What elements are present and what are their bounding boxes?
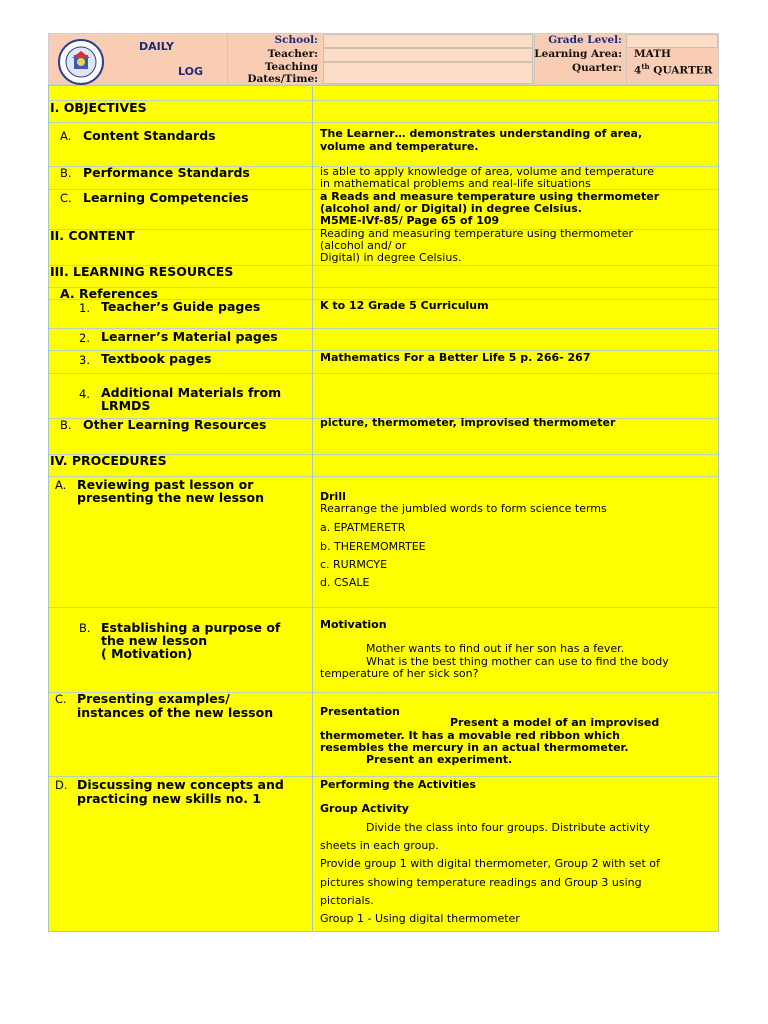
procedure-d-label: Discussing new concepts and <box>77 777 284 792</box>
group-activity-line: pictures showing temperature readings and Group 3 using <box>320 876 642 889</box>
dates-value[interactable] <box>323 62 533 84</box>
log-label: LOG <box>178 65 203 78</box>
content-value: Reading and measuring temperature using thermometer <box>320 227 634 240</box>
group-activity-line: pictorials. <box>320 894 374 907</box>
grade-level-label: Grade Level: <box>548 34 622 46</box>
learning-area-value: MATH <box>634 48 671 60</box>
daily-label: DAILY <box>139 40 174 53</box>
school-label: School: <box>274 34 318 46</box>
drill-instruction: Rearrange the jumbled words to form science terms <box>320 502 607 515</box>
group-activity-line: sheets in each group. <box>320 839 439 852</box>
teaching-label: Teaching <box>264 61 318 73</box>
learning-resources-heading: III. LEARNING RESOURCES <box>50 264 234 279</box>
drill-title: Drill <box>320 490 346 503</box>
performance-standards-label: Performance Standards <box>83 165 250 180</box>
motivation-text: Mother wants to find out if her son has a fever. <box>366 642 625 655</box>
group-activity-title: Group Activity <box>320 802 409 815</box>
content-standards-value: The Learner… demonstrates understanding of area, <box>320 127 643 140</box>
learning-competencies-value: a Reads and measure temperature using thermometer <box>320 190 660 203</box>
objectives-heading: I. OBJECTIVES <box>50 100 147 115</box>
other-resources-label: Other Learning Resources <box>83 417 267 432</box>
activities-title: Performing the Activities <box>320 778 476 791</box>
daily-lesson-log-page: DAILY LOG School: Teacher: Teaching Dates/Time: Grade Level: Learning Area: Quarter: MATH 4th QUARTER I. OBJECTIVES A. Content Standards B. Performance Standards C. Learning Competencies II. CONTENT III. LEARNING RESOURCES A. References 1. Teacher’s Guide pages 2. Learner’s Material pages 3. Textbook pages 4. Additional Materials from LRMDS B. Other Learning Resources IV. PROCEDURES A. Reviewing past lesson or presenting the new lesson B. Establishing a purpose of the new lesson ( Motivation) C. Presenting examples/ instances of the new lesson D. Discussing new concepts and practicing new skills no. 1 The Learner… demonstrates understanding of area, volume and temperature. is able to apply knowledge of area, volume and temperature in mathematical problems and real-life situations a Reads and measure temperature using thermometer (alcohol and/ or Digital) in degree Celsius. M5ME-IVf-85/ Page 65 of 109 Reading and measuring temperature using thermometer (alcohol and/ or Digital) in degree Celsius. K to 12 Grade 5 Curriculum Mathematics For a Better Life 5 p. 266- 267 picture, thermometer, improvised thermometer Drill Rearrange the jumbled words to form science terms a. EPATMERETR b. THEREMOMRTEE c. RURMCYE d. CSALE Motivation Mother wants to find out if her son has a fever. What is the best thing mother can use to find the body temperature of her sick son? Presentation Present a model of an improvised thermometer. It has a movable red ribbon which resembles the mercury in an actual thermometer. Present an experiment. Performing the Activities Group Activity Divide the class into four groups. Distribute activity sheets in each group. Provide group 1 with digital thermometer, Group 2 with set of pictures showing temperature readings and Group 3 using pictorials. Group 1 - Using digital thermometer <box>0 0 768 1024</box>
quarter-value: 4th QUARTER <box>634 62 713 77</box>
learning-area-label: Learning Area: <box>534 48 622 60</box>
procedures-heading: IV. PROCEDURES <box>50 453 167 468</box>
teachers-guide-label: Teacher’s Guide pages <box>101 299 261 314</box>
procedure-b-label: Establishing a purpose of <box>101 620 281 635</box>
dates-time-label: Dates/Time: <box>247 73 318 85</box>
group-activity-line: Group 1 - Using digital thermometer <box>320 912 520 925</box>
group-activity-line: Divide the class into four groups. Distribute activity <box>366 821 650 834</box>
content-standards-label: Content Standards <box>83 128 216 143</box>
quarter-label: Quarter: <box>571 62 622 74</box>
drill-item: a. EPATMERETR <box>320 521 406 534</box>
drill-item: d. CSALE <box>320 576 370 589</box>
grade-level-value[interactable] <box>626 34 718 48</box>
motivation-title: Motivation <box>320 618 387 631</box>
teacher-value[interactable] <box>323 48 533 62</box>
learners-material-label: Learner’s Material pages <box>101 329 278 344</box>
row-spacer <box>48 85 719 100</box>
procedure-a-label: Reviewing past lesson or <box>77 477 254 492</box>
performance-standards-value: is able to apply knowledge of area, volume and temperature <box>320 165 654 178</box>
drill-item: c. RURMCYE <box>320 558 388 571</box>
deped-seal-icon <box>52 38 110 86</box>
presentation-text: Present a model of an improvised <box>450 716 660 729</box>
references-label: A. References <box>60 286 158 301</box>
textbook-pages-value: Mathematics For a Better Life 5 p. 266- 267 <box>320 351 591 364</box>
additional-materials-label: Additional Materials from <box>101 385 282 400</box>
row-objectives <box>48 100 719 122</box>
textbook-pages-label: Textbook pages <box>101 351 212 366</box>
learning-competencies-label: Learning Competencies <box>83 190 249 205</box>
group-activity-line: Provide group 1 with digital thermometer, Group 2 with set of <box>320 857 660 870</box>
other-resources-value: picture, thermometer, improvised thermometer <box>320 416 616 429</box>
procedure-c-label: Presenting examples/ <box>77 691 230 706</box>
teachers-guide-value: K to 12 Grade 5 Curriculum <box>320 299 489 312</box>
presentation-title: Presentation <box>320 705 400 718</box>
content-heading: II. CONTENT <box>50 228 135 243</box>
drill-item: b. THEREMOMRTEE <box>320 540 426 553</box>
teacher-label: Teacher: <box>267 48 318 60</box>
school-value[interactable] <box>323 34 533 48</box>
column-divider <box>312 85 313 932</box>
